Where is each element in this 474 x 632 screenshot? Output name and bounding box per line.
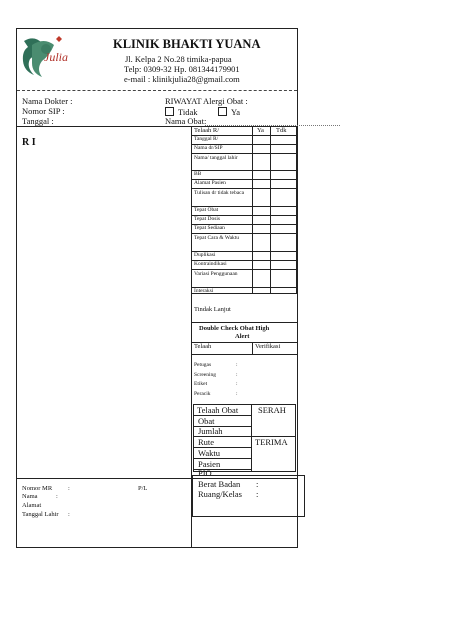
serah-header-serah: SERAH <box>258 405 286 415</box>
nama-obat-label: Nama Obat: <box>165 116 207 126</box>
clinic-email: e-mail : klinikjulia28@gmail.com <box>124 74 240 84</box>
tanggal-lahir-label: Tanggal Lahir <box>22 511 59 518</box>
staff-screening: Screening <box>194 372 216 378</box>
double-check-telaah: Telaah <box>194 343 212 350</box>
review-row-nama-tgl-lahir: Nama/ tanggal lahir <box>194 155 238 161</box>
alergi-option-ya[interactable]: Ya <box>218 107 240 117</box>
tanggal-label: Tanggal : <box>22 116 54 126</box>
clinic-phone: Telp: 0309-32 Hp. 081344179901 <box>124 64 240 74</box>
berat-badan-label: Berat Badan <box>198 479 241 489</box>
nomor-mr-label: Nomor MR <box>22 485 53 492</box>
double-check-bottom-line <box>191 354 297 355</box>
review-row-line <box>191 153 297 154</box>
review-row-nama-dr: Nama dr/SIP <box>194 145 223 151</box>
alamat-label: Alamat <box>22 502 42 509</box>
nomor-sip-label: Nomor SIP : <box>22 106 65 116</box>
staff-screening-colon: : <box>236 372 238 378</box>
berat-badan-colon: : <box>256 479 259 489</box>
header-divider <box>17 90 297 91</box>
serah-row-waktu: Waktu <box>198 448 220 458</box>
review-row-duplikasi: Duplikasi <box>194 252 216 258</box>
double-check-col-divider <box>252 342 253 354</box>
serah-row-rute: Rute <box>198 437 215 447</box>
serah-row-pasien: Pasien <box>198 459 221 469</box>
review-row-alamat: Alamat Pasien <box>194 180 226 186</box>
serah-row-pio: PIO <box>198 468 212 478</box>
serah-header-telaah: Telaah Obat <box>197 405 239 415</box>
nomor-mr-colon: : <box>68 485 70 492</box>
ruang-kelas-label: Ruang/Kelas <box>198 489 242 499</box>
rx-label: R I <box>22 137 36 148</box>
logo-text: Julia <box>44 50 68 64</box>
double-check-verifikasi: Verifikasi <box>255 343 281 350</box>
serah-table-col-divider <box>251 404 252 472</box>
alergi-option-tidak[interactable]: Tidak <box>165 107 198 117</box>
staff-petugas: Petugas <box>194 362 212 368</box>
tanggal-lahir-colon: : <box>68 511 70 518</box>
clinic-address: Jl. Kelpa 2 No.28 timika-papua <box>125 54 232 64</box>
review-row-bb: BB <box>194 171 202 177</box>
clinic-logo <box>20 33 74 81</box>
staff-etiket-colon: : <box>236 381 238 387</box>
double-check-title: Double Check Obat High <box>199 325 270 332</box>
nama-label: Nama <box>22 493 38 500</box>
serah-row-obat: Obat <box>198 416 215 426</box>
review-row-tulisan: Tulisan dr tidak tebaca <box>194 190 245 196</box>
staff-peracik-colon: : <box>236 391 238 397</box>
staff-peracik: Peracik <box>194 391 211 397</box>
review-row-line <box>191 233 297 234</box>
review-row-tepat-obat: Tepat Obat <box>194 207 219 213</box>
review-header-ya: Ya <box>257 127 264 134</box>
review-row-tanggal: Tanggal R/ <box>194 136 219 142</box>
review-row-tepat-cara: Tepat Cara & Waktu <box>194 235 240 241</box>
review-row-variasi: Variasi Penggunaan <box>194 271 238 277</box>
nama-colon: : <box>56 493 58 500</box>
nama-dokter-label: Nama Dokter : <box>22 96 73 106</box>
review-row-tepat-dosis: Tepat Dosis <box>194 216 221 222</box>
serah-row-jumlah: Jumlah <box>198 426 223 436</box>
review-header-telaah: Telaah R/ <box>194 127 219 134</box>
review-row-kontraindikasi: Kontraindikasi <box>194 261 227 267</box>
riwayat-alergi-label: RIWAYAT Alergi Obat : <box>165 96 248 106</box>
tindak-lanjut-label: Tindak Lanjut <box>194 306 231 313</box>
review-header-tdk: Tdk <box>276 127 287 134</box>
tidak-checkbox-icon[interactable] <box>165 107 174 116</box>
double-check-title-alert: Alert <box>235 333 250 340</box>
ruang-kelas-colon: : <box>256 489 259 499</box>
ya-checkbox-icon[interactable] <box>218 107 227 116</box>
review-row-interaksi: Interaksi <box>194 288 214 294</box>
review-row-line <box>191 170 297 171</box>
clinic-name: KLINIK BHAKTI YUANA <box>113 37 261 51</box>
review-row-tepat-sediaan: Tepat Sediaan <box>194 225 225 231</box>
serah-terima-label: TERIMA <box>255 437 288 447</box>
review-row-line <box>191 269 297 270</box>
staff-etiket: Etiket <box>194 381 208 387</box>
staff-petugas-colon: : <box>236 362 238 368</box>
double-check-top-line <box>191 322 297 323</box>
review-row-line <box>191 188 297 189</box>
pl-label: P/L <box>138 485 148 492</box>
